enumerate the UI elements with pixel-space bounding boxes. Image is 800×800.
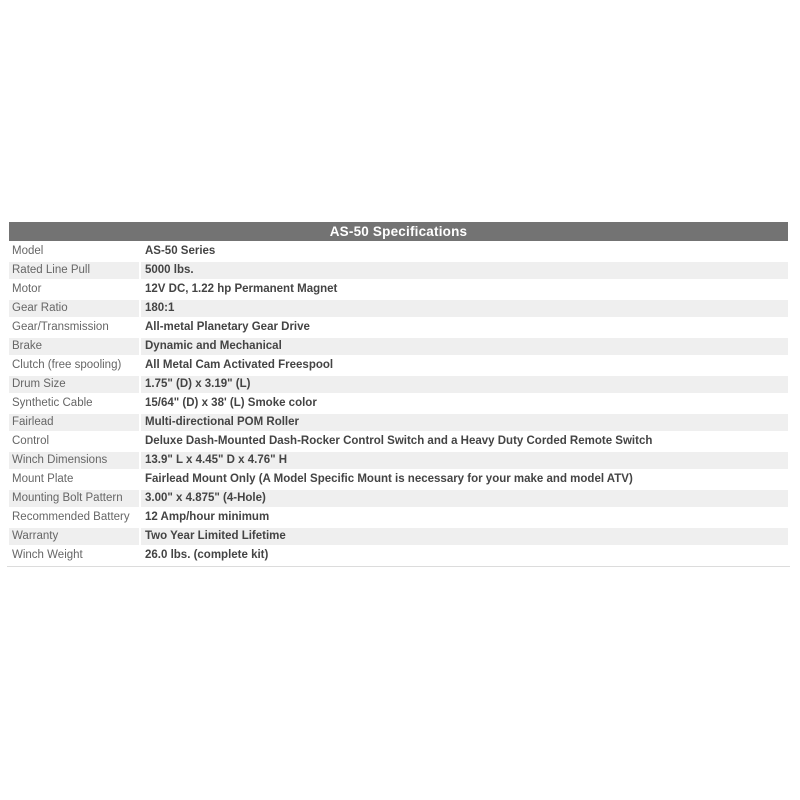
spec-value: 26.0 lbs. (complete kit) [141,547,788,564]
spec-label: Gear Ratio [9,300,139,317]
spec-value: 1.75" (D) x 3.19" (L) [141,376,788,393]
table-row [9,357,788,374]
spec-label: Model [9,243,139,260]
spec-value: Dynamic and Mechanical [141,338,788,355]
spec-label: Rated Line Pull [9,262,139,279]
table-row [9,338,788,355]
spec-value: 13.9" L x 4.45" D x 4.76" H [141,452,788,469]
spec-value: Two Year Limited Lifetime [141,528,788,545]
spec-label: Gear/Transmission [9,319,139,336]
table-row [9,509,788,526]
table-row [9,262,788,279]
table-row [9,452,788,469]
table-row [9,395,788,412]
table-row [9,319,788,336]
spec-value: All Metal Cam Activated Freespool [141,357,788,374]
spec-table [7,220,790,567]
table-row [9,281,788,298]
spec-value: 180:1 [141,300,788,317]
spec-label: Mounting Bolt Pattern [9,490,139,507]
spec-value: 12 Amp/hour minimum [141,509,788,526]
spec-label: Recommended Battery [9,509,139,526]
spec-value: Multi-directional POM Roller [141,414,788,431]
table-row [9,471,788,488]
spec-label: Drum Size [9,376,139,393]
spec-value: All-metal Planetary Gear Drive [141,319,788,336]
table-row [9,243,788,260]
spec-table-title: AS-50 Specifications [9,222,788,241]
table-row [9,547,788,564]
spec-value: AS-50 Series [141,243,788,260]
table-row [9,490,788,507]
spec-label: Brake [9,338,139,355]
spec-label: Winch Dimensions [9,452,139,469]
spec-label: Winch Weight [9,547,139,564]
table-row [9,433,788,450]
spec-label: Control [9,433,139,450]
spec-label: Warranty [9,528,139,545]
spec-value: Fairlead Mount Only (A Model Specific Mount is necessary for your make and model ATV) [141,471,788,488]
spec-value: 15/64" (D) x 38' (L) Smoke color [141,395,788,412]
table-row [9,414,788,431]
spec-label: Mount Plate [9,471,139,488]
spec-value: Deluxe Dash-Mounted Dash-Rocker Control Switch and a Heavy Duty Corded Remote Switch [141,433,788,450]
spec-value: 12V DC, 1.22 hp Permanent Magnet [141,281,788,298]
spec-value: 5000 lbs. [141,262,788,279]
table-row [9,300,788,317]
spec-table-header-row [9,222,788,241]
spec-value: 3.00" x 4.875" (4-Hole) [141,490,788,507]
table-row [9,376,788,393]
spec-label: Clutch (free spooling) [9,357,139,374]
spec-label: Fairlead [9,414,139,431]
spec-label: Motor [9,281,139,298]
table-row [9,528,788,545]
spec-label: Synthetic Cable [9,395,139,412]
